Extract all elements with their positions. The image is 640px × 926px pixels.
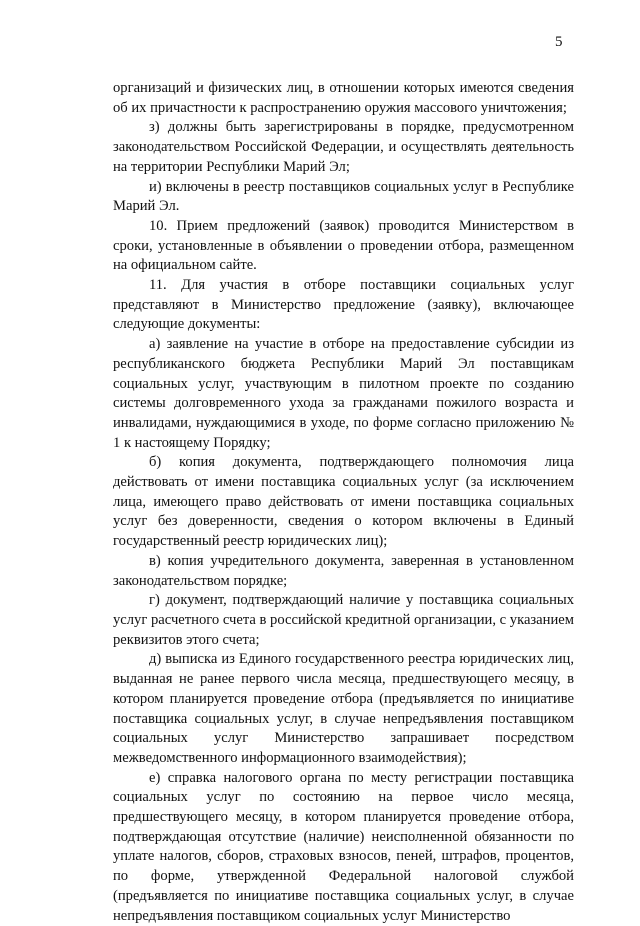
paragraph-continuation: организаций и физических лиц, в отношении которых имеются сведения об их причастности к распространению оружия массового уничтожения; [113,80,574,116]
paragraph-item-z: з) должны быть зарегистрированы в порядке, предусмотренном законодательством Российской Федерации, и осуществлять деятельность на территории Республики Марий Эл; [113,119,574,175]
document-body [113,79,574,926]
paragraph-clause-10: 10. Прием предложений (заявок) проводится Министерством в сроки, установленные в объявлении о проведении отбора, размещенном на официальном сайте. [113,217,574,274]
paragraph-item-v: в) копия учредительного документа, заверенная в установленном законодательством порядке; [113,552,574,589]
paragraph-item-e: е) справка налогового органа по месту регистрации поставщика социальных услуг по состоянию на первое число месяца, предшествующего месяцу, в котором планируется проведение отбора, подтверждающая отсутствие (наличие) неисполненной обязанности по уплате налогов, сборов, страховых взносов, пеней, штрафов, процентов, по форме, утвержденной Федеральной налоговой службой (предъявляется по инициативе поставщика социальных услуг, в случае непредъявления поставщиком социальных услуг Министерство [113,769,574,924]
paragraph-clause-11: 11. Для участия в отборе поставщики социальных услуг представляют в Министерство предложение (заявку), включающее следующие документы: [113,277,574,333]
paragraph-item-d: д) выписка из Единого государственного реестра юридических лиц, выданная не ранее первого числа месяца, предшествующего месяцу, в котором планируется проведение отбора (предъявляется по инициативе поставщика социальных услуг, в случае непредъявления поставщиком социальных услуг Министерство запрашивает посредством межведомственного информационного взаимодействия); [113,651,574,766]
page-number: 5 [555,34,563,50]
paragraph-item-g: г) документ, подтверждающий наличие у поставщика социальных услуг расчетного счета в российской кредитной организации, с указанием реквизитов этого счета; [113,592,574,648]
paragraph-item-a: а) заявление на участие в отборе на предоставление субсидии из республиканского бюджета Республики Марий Эл поставщикам социальных услуг, участвующим в пилотном проекте по созданию системы долговременного ухода за гражданами пожилого возраста и инвалидами, нуждающимися в уходе, по форме согласно приложению № 1 к настоящему Порядку; [113,336,574,451]
paragraph-item-i: и) включены в реестр поставщиков социальных услуг в Республике Марий Эл. [113,178,574,215]
paragraph-item-b: б) копия документа, подтверждающего полномочия лица действовать от имени поставщика социальных услуг (за исключением лица, имеющего право действовать от имени поставщика социальных услуг без доверенности, сведения о котором включены в Единый государственный реестр юридических лиц); [113,454,574,550]
